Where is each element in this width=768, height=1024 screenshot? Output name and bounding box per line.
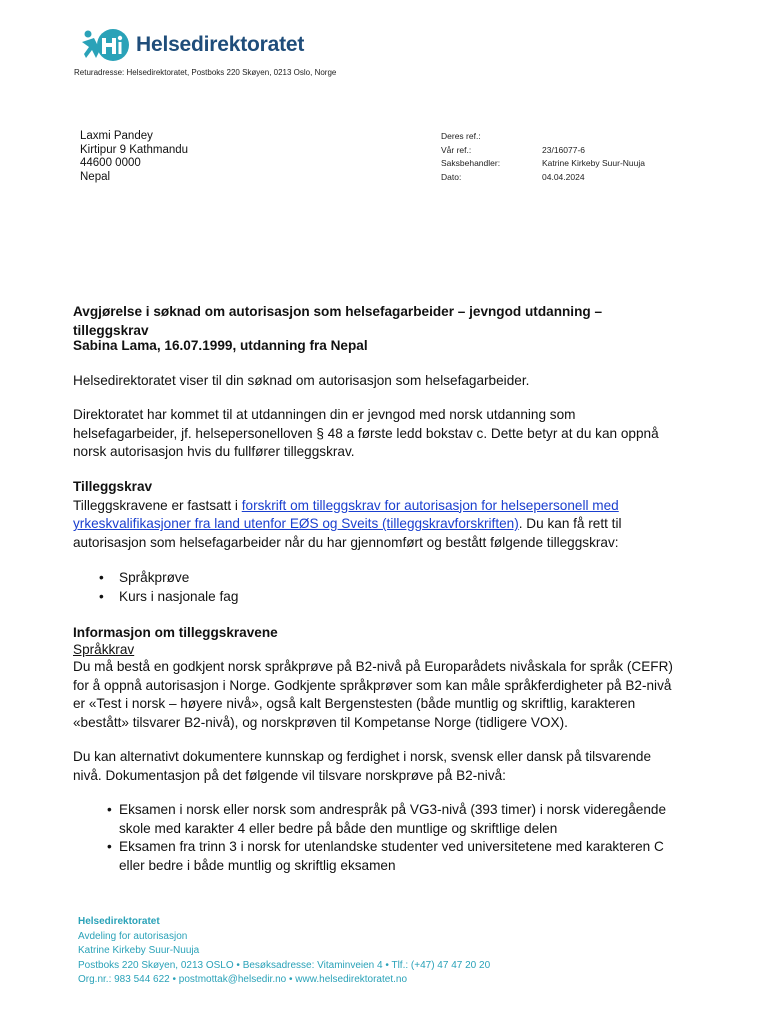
list-item: • Eksamen i norsk eller norsk som andrespråk på VG3-nivå (393 timer) i norsk videregående skole med karakter 4 eller bedre på både den muntlige og skriftlige delen: [73, 801, 673, 838]
logo-text: Helsedirektoratet: [136, 33, 305, 56]
ref-row: [441, 157, 645, 171]
letter-title: Avgjørelse i søknad om autorisasjon som helsefagarbeider – jevngod utdanning – tilleggskrav: [73, 304, 603, 338]
footer: [78, 915, 490, 988]
logo: [80, 28, 304, 62]
ref-label: Vår ref.:: [441, 144, 472, 155]
regulation-link[interactable]: forskrift om tilleggskrav for autorisasjon for helsepersonell med yrkeskvalifikasjoner fra land utenfor EØS og Sveits (tilleggskravforskriften): [73, 497, 619, 531]
ref-row: [441, 130, 645, 144]
tilleggskrav-heading: Tilleggskrav: [73, 479, 153, 494]
ref-value: 23/16077-6: [542, 144, 586, 155]
ref-value: Katrine Kirkeby Suur-Nuuja: [542, 158, 645, 168]
tilleggskrav-text-pre: Tilleggskravene er fastsatt i: [73, 497, 242, 513]
list-item: • Eksamen fra trinn 3 i norsk for utenlandske studenter ved universitetene med karakteren C eller bedre i både muntlig og skriftlig eksamen: [73, 838, 673, 875]
helsedirektoratet-logo-icon: [80, 28, 130, 62]
recipient-postcode: 44600 0000: [80, 157, 141, 169]
footer-address: Postboks 220 Skøyen, 0213 OSLO • Besøksadresse: Vitaminveien 4 • Tlf.: (+47) 47 47 20 20: [78, 959, 491, 971]
recipient-address: [80, 130, 188, 184]
sprak-heading: Språkkrav: [73, 642, 135, 657]
recipient-name: Laxmi Pandey: [80, 130, 153, 142]
letter-subject: Sabina Lama, 16.07.1999, utdanning fra Nepal: [73, 338, 368, 353]
recipient-country: Nepal: [80, 170, 111, 183]
section-tilleggskrav: [73, 478, 673, 552]
footer-person: Katrine Kirkeby Suur-Nuuja: [78, 945, 200, 956]
list-item: • Kurs i nasjonale fag: [73, 588, 673, 607]
reference-block: [441, 130, 645, 184]
paragraph-intro: Helsedirektoratet viser til din søknad om autorisasjon som helsefagarbeider.: [73, 373, 530, 388]
ref-row: [441, 171, 645, 185]
ref-label: Deres ref.:: [441, 131, 481, 141]
info-heading: Informasjon om tilleggskravene: [73, 625, 278, 640]
ref-row: [441, 144, 645, 158]
requirements-list: [73, 569, 673, 606]
list-item: • Språkprøve: [73, 569, 673, 588]
paragraph-alternative: Du kan alternativt dokumentere kunnskap og ferdighet i norsk, svensk eller dansk på tilsvarende nivå. Dokumentasjon på det følgende vil tilsvare norskprøve på B2-nivå:: [73, 749, 652, 783]
footer-dept: Avdeling for autorisasjon: [78, 930, 188, 942]
ref-label: Saksbehandler:: [441, 158, 501, 168]
tilleggskrav-text-post: . Du kan få rett til autorisasjon som helsefagarbeider når du har gjennomført og bestått følgende tilleggskrav:: [73, 516, 622, 550]
footer-orgnr: Org.nr.: 983 544 622 • postmottak@helsedir.no • www.helsedirektoratet.no: [78, 974, 408, 985]
ref-label: Dato:: [441, 171, 462, 182]
alternatives-list: [73, 801, 673, 875]
recipient-street: Kirtipur 9 Kathmandu: [80, 143, 189, 156]
paragraph-decision: Direktoratet har kommet til at utdanningen din er jevngod med norsk utdanning som helsefagarbeider, jf. helsepersonelloven § 48 a første ledd bokstav c. Dette betyr at du kan oppnå norsk autorisasjon hvis du fullfører tilleggskrav.: [73, 407, 659, 459]
paragraph-sprakkrav: Du må bestå en godkjent norsk språkprøve på B2-nivå på Europarådets nivåskala for språk (CEFR) for å oppnå autorisasjon i Norge. Godkjente språkprøver som kan måle språkferdigheter på B2-nivå er «Test i norsk – høyere nivå», også kalt Bergenstesten (både muntlig og skriftlig, karakteren «bestått» tilsvarer B2-nivå), og norskprøven til Kompetanse Norge (tidligere VOX).: [73, 659, 673, 730]
tilleggskrav-paragraph: [73, 497, 673, 553]
ref-value: 04.04.2024: [542, 171, 585, 182]
return-address: Returadresse: Helsedirektoratet, Postboks 220 Skøyen, 0213 Oslo, Norge: [74, 68, 337, 77]
footer-org: Helsedirektoratet: [78, 916, 160, 927]
